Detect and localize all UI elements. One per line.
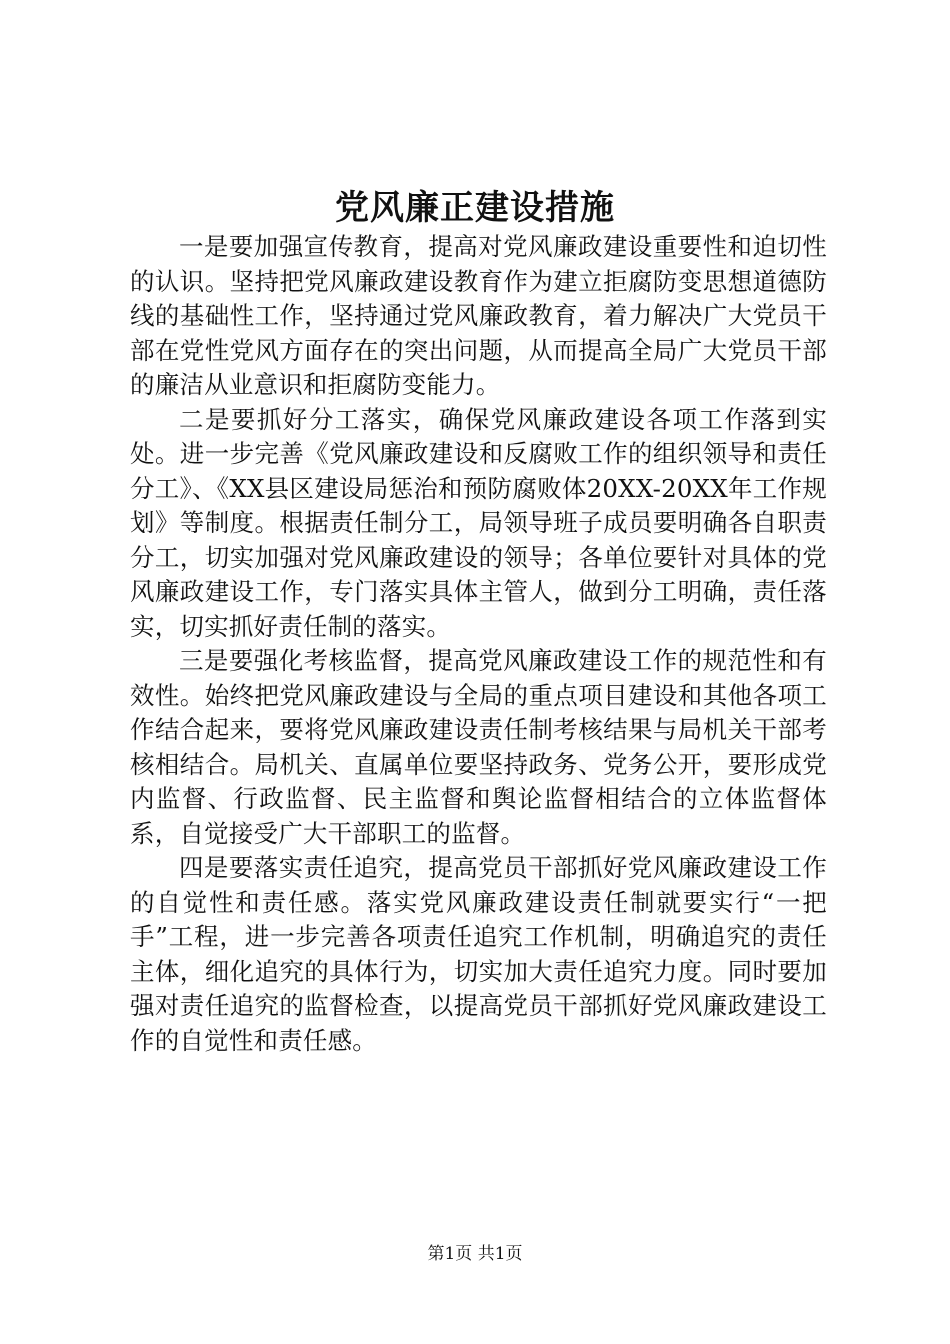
paragraph-3: 三是要强化考核监督，提高党风廉政建设工作的规范性和有效性。始终把党风廉政建设与全局的重点项目建设和其他各项工作结合起来，要将党风廉政建设责任制考核结果与局机关干部考核相结合。局机关、直属单位要坚持政务、党务公开，要形成党内监督、行政监督、民主监督和舆论监督相结合的立体监督体系，自觉接受广大干部职工的监督。 bbox=[130, 646, 827, 848]
paragraph-4: 四是要落实责任追究，提高党员干部抓好党风廉政建设工作的自觉性和责任感。落实党风廉政建设责任制就要实行“一把手”工程，进一步完善各项责任追究工作机制，明确追究的责任主体，细化追究的具体行为，切实加大责任追究力度。同时要加强对责任追究的监督检查，以提高党员干部抓好党风廉政建设工作的自觉性和责任感。 bbox=[130, 853, 827, 1055]
paragraph-1: 一是要加强宣传教育，提高对党风廉政建设重要性和迫切性的认识。坚持把党风廉政建设教育作为建立拒腐防变思想道德防线的基础性工作，坚持通过党风廉政教育，着力解决广大党员干部在党性党风方面存在的突出问题，从而提高全局广大党员干部的廉洁从业意识和拒腐防变能力。 bbox=[130, 232, 827, 399]
document-body bbox=[130, 230, 827, 1058]
document-title: 党风廉正建设措施 bbox=[335, 188, 615, 228]
page-footer: 第1页 共1页 bbox=[427, 1244, 523, 1264]
paragraph-2: 二是要抓好分工落实，确保党风廉政建设各项工作落到实处。进一步完善《党风廉政建设和反腐败工作的组织领导和责任分工》、《XX县区建设局惩治和预防腐败体20XX-20XX年工作规划》等制度。根据责任制分工，局领导班子成员要明确各自职责分工，切实加强对党风廉政建设的领导；各单位要针对具体的党风廉政建设工作，专门落实具体主管人，做到分工明确，责任落实，切实抓好责任制的落实。 bbox=[130, 404, 827, 641]
